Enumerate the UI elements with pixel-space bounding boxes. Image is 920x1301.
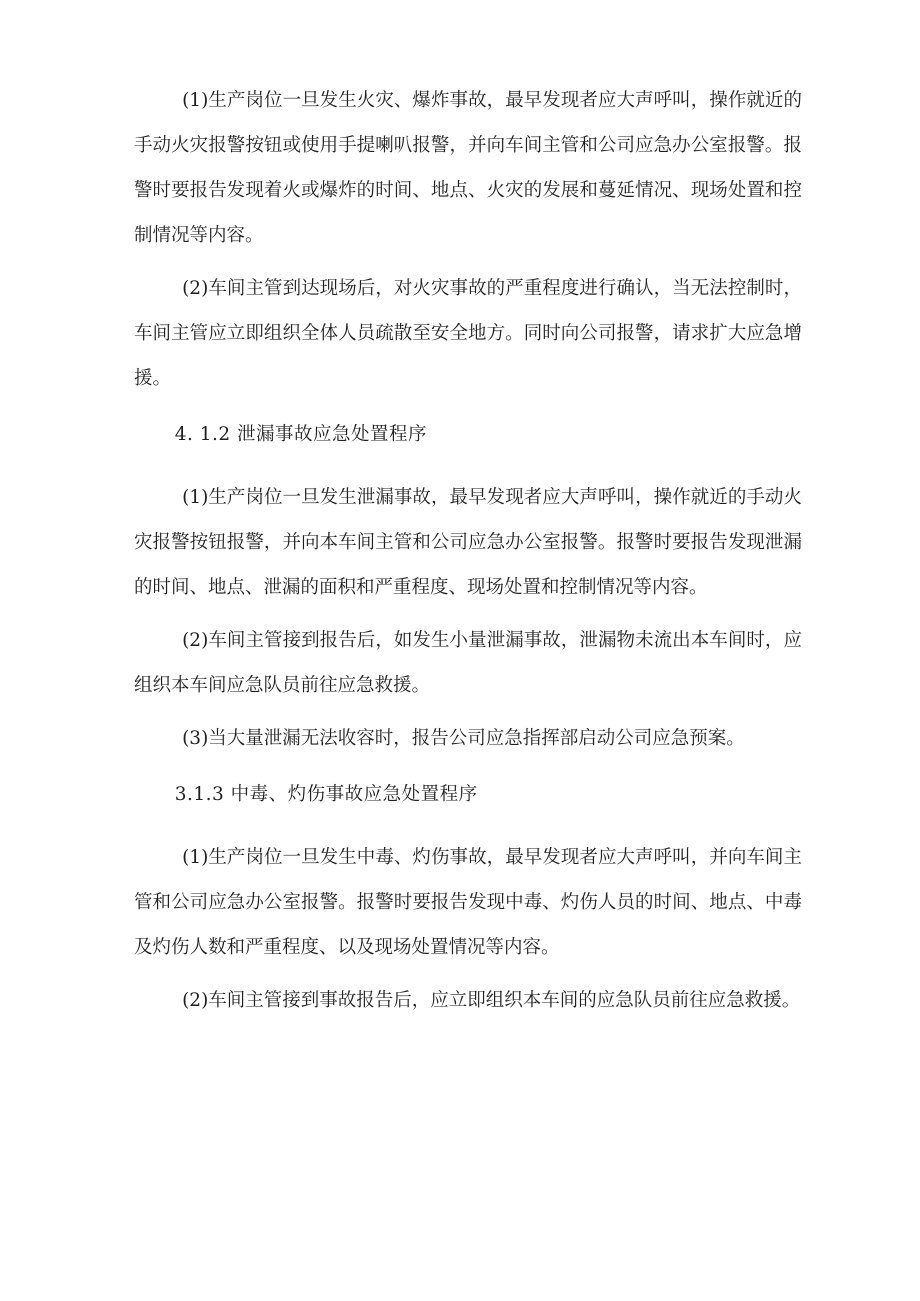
paragraph-leak-large: (3)当大量泄漏无法收容时，报告公司应急指挥部启动公司应急预案。 [182, 728, 745, 749]
paragraph-leak-small: (2)车间主管接到报告后，如发生小量泄漏事故，泄漏物未流出本车间时，应组织本车间应急队员前往应急救援。 [134, 630, 802, 696]
paragraph-fire-report: (1)生产岗位一旦发生火灾、爆炸事故，最早发现者应大声呼叫，操作就近的手动火灾报警按钮或使用手提喇叭报警，并向车间主管和公司应急办公室报警。报警时要报告发现着火或爆炸的时间、地点、火灾的发展和蔓延情况、现场处置和控制情况等内容。 [134, 90, 802, 246]
section-heading-leak: 4. 1.2 泄漏事故应急处置程序 [174, 424, 428, 445]
paragraph-leak-report: (1)生产岗位一旦发生泄漏事故，最早发现者应大声呼叫，操作就近的手动火灾报警按钮报警，并向本车间主管和公司应急办公室报警。报警时要报告发现泄漏的时间、地点、泄漏的面积和严重程度、现场处置和控制情况等内容。 [134, 487, 802, 598]
paragraph-poisoning-supervisor: (2)车间主管接到事故报告后，应立即组织本车间的应急队员前往应急救援。 [182, 990, 801, 1011]
section-heading-poisoning: 3.1.3 中毒、灼伤事故应急处置程序 [174, 784, 478, 805]
document-body [134, 78, 802, 1023]
paragraph-fire-supervisor: (2)车间主管到达现场后，对火灾事故的严重程度进行确认，当无法控制时，车间主管应立即组织全体人员疏散至安全地方。同时向公司报警，请求扩大应急增援。 [134, 278, 802, 389]
paragraph-poisoning-report: (1)生产岗位一旦发生中毒、灼伤事故，最早发现者应大声呼叫，并向车间主管和公司应急办公室报警。报警时要报告发现中毒、灼伤人员的时间、地点、中毒及灼伤人数和严重程度、以及现场处置情况等内容。 [134, 847, 802, 958]
